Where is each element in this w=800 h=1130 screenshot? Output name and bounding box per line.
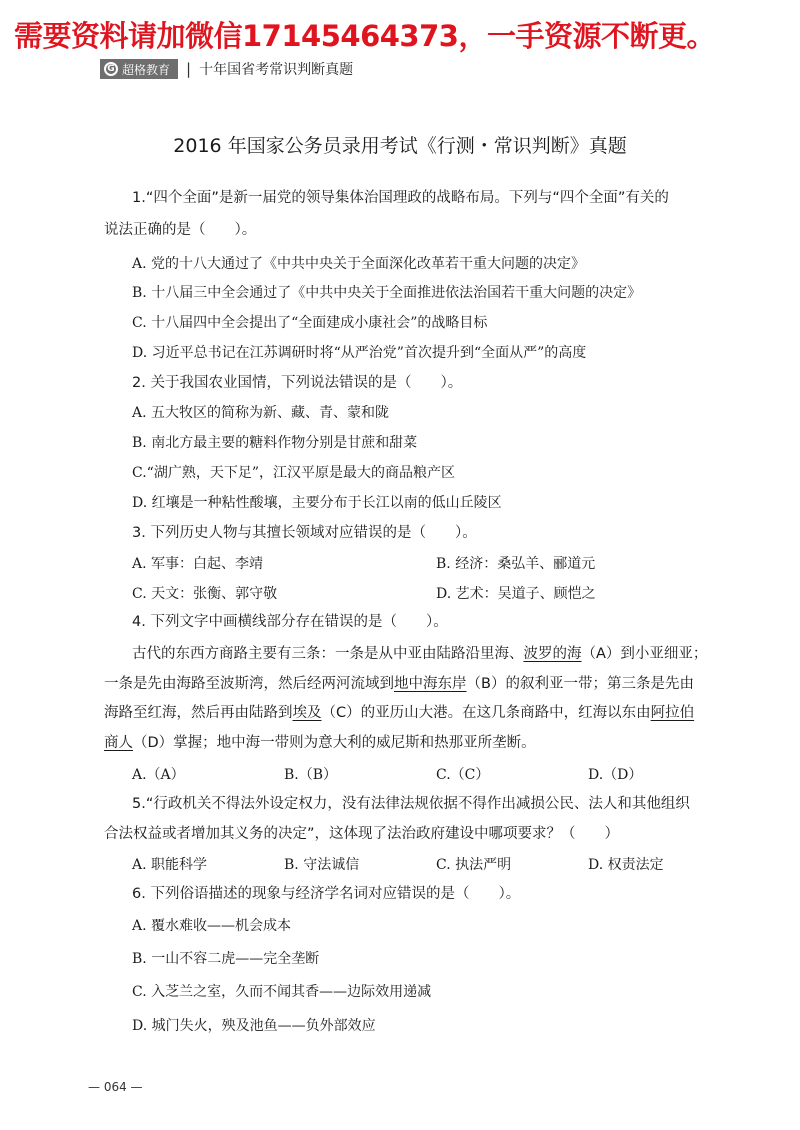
q2-option-d: D. 红壤是一种粘性酸壤，主要分布于长江以南的低山丘陵区 bbox=[132, 495, 502, 511]
q3-options-row-1 bbox=[104, 553, 744, 573]
q6-stem: 6. 下列俗语描述的现象与经济学名词对应错误的是（ ）。 bbox=[132, 886, 521, 902]
page-number: — 064 — bbox=[88, 1080, 143, 1094]
q4-passage-line-1: 古代的东西方商路主要有三条：一条是从中亚由陆路沿里海、波罗的海（A）到小亚细亚； bbox=[132, 646, 708, 662]
q3-options-row-2 bbox=[104, 583, 744, 603]
q4-passage-line-4: 商人（D）掌握；地中海一带则为意大利的威尼斯和热那亚所垄断。 bbox=[104, 735, 536, 751]
q1-option-d: D. 习近平总书记在江苏调研时将“从严治党”首次提升到“全面从严”的高度 bbox=[132, 345, 587, 361]
page-header bbox=[100, 58, 353, 80]
q5-option-c: C. 执法严明 bbox=[436, 857, 512, 873]
page-title: 2016 年国家公务员录用考试《行测・常识判断》真题 bbox=[173, 135, 627, 157]
q4-option-d: D.（D） bbox=[588, 767, 643, 783]
q2-option-b: B. 南北方最主要的糖料作物分别是甘蔗和甜菜 bbox=[132, 435, 418, 451]
q3-option-c: C. 天文：张衡、郭守敬 bbox=[132, 586, 278, 602]
q5-option-b: B. 守法诚信 bbox=[284, 857, 360, 873]
q2-option-a: A. 五大牧区的简称为新、藏、青、蒙和陇 bbox=[132, 405, 390, 421]
q4-passage-line-3: 海路至红海，然后再由陆路到埃及（C）的亚历山大港。在这几条商路中，红海以东由阿拉伯 bbox=[104, 705, 695, 721]
q4-underline-a: 波罗的海 bbox=[523, 646, 582, 662]
q1-option-b: B. 十八届三中全会通过了《中共中央关于全面推进依法治国若干重大问题的决定》 bbox=[132, 285, 642, 301]
q4-passage-line-2: 一条是先由海路至波斯湾，然后经两河流域到地中海东岸（B）的叙利亚一带；第三条是先由 bbox=[104, 676, 694, 692]
q5-option-a: A. 职能科学 bbox=[132, 857, 208, 873]
q4-option-a: A.（A） bbox=[132, 767, 185, 783]
q4-option-c: C.（C） bbox=[436, 767, 490, 783]
q4-option-b: B.（B） bbox=[284, 767, 338, 783]
q4-underline-c: 埃及 bbox=[292, 705, 322, 721]
q1-stem-1: 1.“四个全面”是新一届党的领导集体治国理政的战略布局。下列与“四个全面”有关的 bbox=[132, 190, 669, 206]
q6-option-c: C. 入芝兰之室，久而不闻其香——边际效用递减 bbox=[132, 984, 432, 1000]
q6-option-a: A. 覆水难收——机会成本 bbox=[132, 918, 292, 934]
q4-underline-d-part-2: 商人 bbox=[104, 735, 133, 751]
q6-option-d: D. 城门失火，殃及池鱼——负外部效应 bbox=[132, 1018, 376, 1034]
header-separator: | bbox=[186, 60, 192, 78]
logo-icon: G bbox=[104, 62, 118, 76]
publisher-logo bbox=[100, 59, 178, 79]
q3-stem: 3. 下列历史人物与其擅长领域对应错误的是（ ）。 bbox=[132, 525, 477, 541]
q4-options-row bbox=[104, 764, 744, 784]
q4-underline-b: 地中海东岸 bbox=[394, 676, 467, 692]
q6-option-b: B. 一山不容二虎——完全垄断 bbox=[132, 951, 320, 967]
q4-underline-d-part-1: 阿拉伯 bbox=[650, 705, 695, 721]
q5-stem-2: 合法权益或者增加其义务的决定”，这体现了法治政府建设中哪项要求？（ ） bbox=[104, 826, 620, 842]
promo-banner: 需要资料请加微信17145464373，一手资源不断更。 bbox=[14, 19, 715, 53]
q5-options-row bbox=[104, 854, 744, 874]
book-title: 十年国省考常识判断真题 bbox=[199, 62, 354, 78]
q1-stem-2: 说法正确的是（ ）。 bbox=[104, 222, 257, 238]
q5-option-d: D. 权责法定 bbox=[588, 857, 664, 873]
q1-option-a: A. 党的十八大通过了《中共中央关于全面深化改革若干重大问题的决定》 bbox=[132, 256, 586, 272]
q3-option-d: D. 艺术：吴道子、顾恺之 bbox=[436, 586, 596, 602]
q3-option-b: B. 经济：桑弘羊、郦道元 bbox=[436, 556, 596, 572]
q2-stem: 2. 关于我国农业国情，下列说法错误的是（ ）。 bbox=[132, 375, 463, 391]
q5-stem-1: 5.“行政机关不得法外设定权力，没有法律法规依据不得作出减损公民、法人和其他组织 bbox=[132, 796, 690, 812]
q4-stem: 4. 下列文字中画横线部分存在错误的是（ ）。 bbox=[132, 614, 448, 630]
q1-option-c: C. 十八届四中全会提出了“全面建成小康社会”的战略目标 bbox=[132, 315, 488, 331]
logo-text: 超格教育 bbox=[122, 62, 171, 77]
q2-option-c: C.“湖广熟，天下足”，江汉平原是最大的商品粮产区 bbox=[132, 465, 455, 481]
q3-option-a: A. 军事：白起、李靖 bbox=[132, 556, 264, 572]
